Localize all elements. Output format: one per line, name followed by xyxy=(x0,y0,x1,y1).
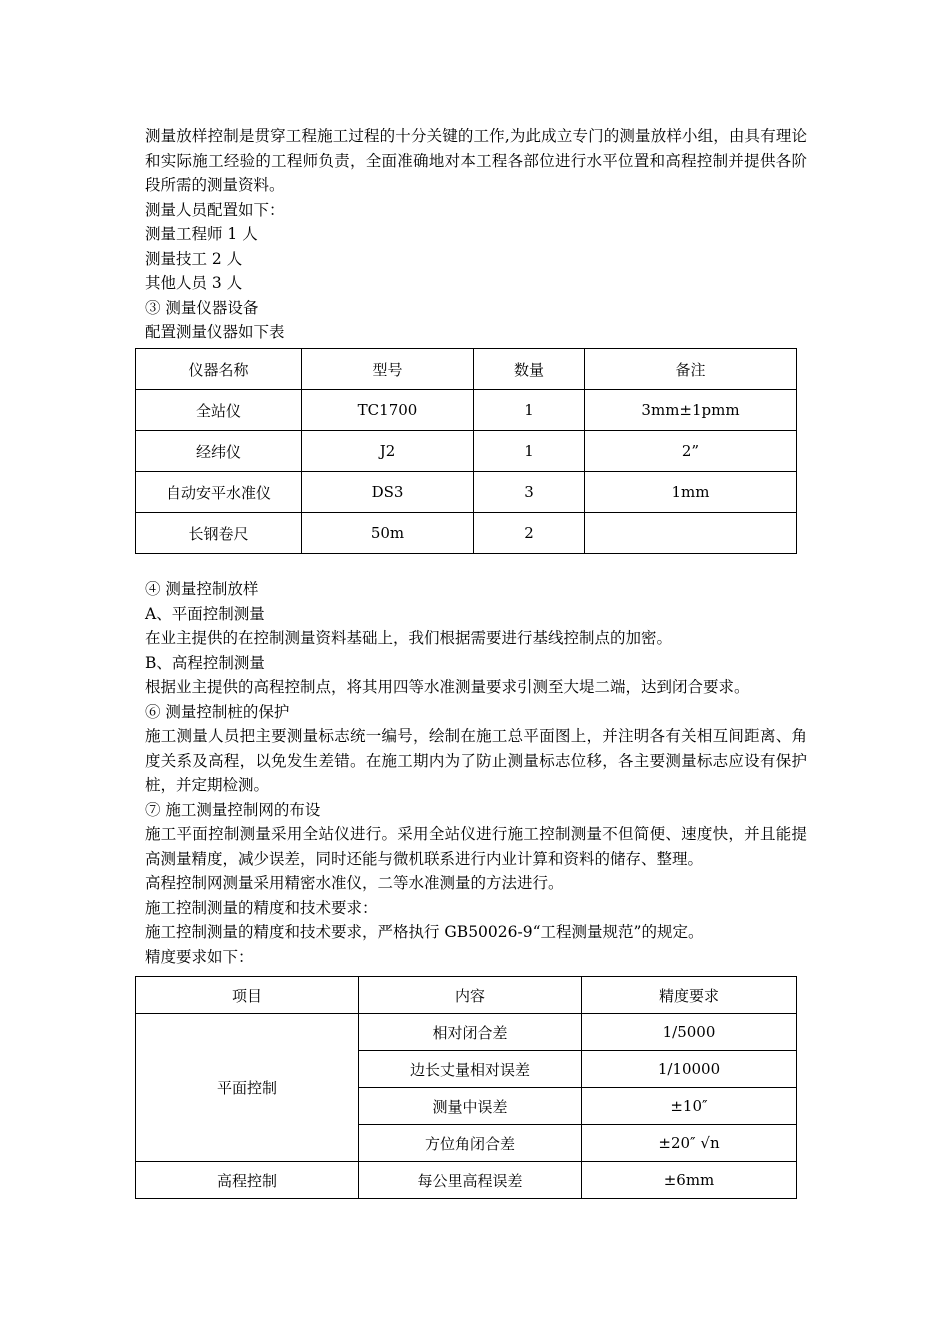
section-heading: ⑦ 施工测量控制网的布设 xyxy=(145,800,321,819)
paragraph: 施工平面控制测量采用全站仪进行。采用全站仪进行施工控制测量不但简便、速度快，并且能提高测量精度，减少误差，同时还能与微机联系进行内业计算和资料的储存、整理。 xyxy=(145,825,807,868)
precision-table xyxy=(135,976,797,1199)
table-cell: 相对闭合差 xyxy=(359,1014,582,1051)
table-cell: 1/5000 xyxy=(582,1014,797,1051)
paragraph: 施工控制测量的精度和技术要求： xyxy=(145,898,378,917)
column-header: 备注 xyxy=(585,349,797,390)
group-label: 平面控制 xyxy=(136,1014,359,1162)
table-cell: 边长丈量相对误差 xyxy=(359,1051,582,1088)
table-row xyxy=(136,472,797,513)
body-sections xyxy=(145,577,807,969)
staff-item: 测量技工 2 人 xyxy=(145,249,243,268)
column-header: 数量 xyxy=(474,349,585,390)
table-header-row xyxy=(136,349,797,390)
table-header-row xyxy=(136,977,797,1014)
table-cell: 1 xyxy=(474,390,585,431)
table-cell: 3 xyxy=(474,472,585,513)
subsection-heading: A、平面控制测量 xyxy=(145,604,265,623)
table-cell: J2 xyxy=(302,431,474,472)
table-row xyxy=(136,1014,797,1051)
column-header: 内容 xyxy=(359,977,582,1014)
table-cell: 全站仪 xyxy=(136,390,302,431)
section-heading: ④ 测量控制放样 xyxy=(145,580,259,598)
table-cell: ±6mm xyxy=(582,1162,797,1199)
paragraph: 高程控制网测量采用精密水准仪，二等水准测量的方法进行。 xyxy=(145,874,564,892)
table-cell: TC1700 xyxy=(302,390,474,431)
table-cell: 长钢卷尺 xyxy=(136,513,302,554)
column-header: 型号 xyxy=(302,349,474,390)
column-header: 仪器名称 xyxy=(136,349,302,390)
table-cell: 50m xyxy=(302,513,474,554)
table-cell: ±20″ √n xyxy=(582,1125,797,1162)
table-cell: 1mm xyxy=(585,472,797,513)
staff-heading: 测量人员配置如下： xyxy=(145,200,285,219)
staff-item: 测量工程师 1 人 xyxy=(145,225,258,243)
column-header: 精度要求 xyxy=(582,977,797,1014)
table-cell: 自动安平水准仪 xyxy=(136,472,302,513)
paragraph: 在业主提供的在控制测量资料基础上，我们根据需要进行基线控制点的加密。 xyxy=(145,629,673,647)
intro-block xyxy=(145,124,807,345)
paragraph: 施工测量人员把主要测量标志统一编号，绘制在施工总平面图上，并注明各有关相互间距离、角度关系及高程，以免发生差错。在施工期内为了防止测量标志位移，各主要测量标志应设有保护桩，并定期检测。 xyxy=(145,727,807,794)
table-cell: 3mm±1pmm xyxy=(585,390,797,431)
table-cell: DS3 xyxy=(302,472,474,513)
table-row xyxy=(136,431,797,472)
table-cell: 2” xyxy=(585,431,797,472)
table-cell: 1 xyxy=(474,431,585,472)
table-cell: ±10″ xyxy=(582,1088,797,1125)
table-cell: 测量中误差 xyxy=(359,1088,582,1125)
group-label: 高程控制 xyxy=(136,1162,359,1199)
column-header: 项目 xyxy=(136,977,359,1014)
intro-paragraph: 测量放样控制是贯穿工程施工过程的十分关键的工作,为此成立专门的测量放样小组，由具有理论和实际施工经验的工程师负责，全面准确地对本工程各部位进行水平位置和高程控制并提供各阶段所需的测量资料。 xyxy=(145,127,807,194)
paragraph: 精度要求如下： xyxy=(145,947,254,966)
section-heading: ⑥ 测量控制桩的保护 xyxy=(145,702,290,721)
paragraph: 施工控制测量的精度和技术要求，严格执行 GB50026-9“工程测量规范”的规定。 xyxy=(145,923,704,941)
staff-item: 其他人员 3 人 xyxy=(145,274,243,292)
table-row xyxy=(136,1162,797,1199)
equipment-heading: ③ 测量仪器设备 xyxy=(145,298,259,317)
table-cell: 1/10000 xyxy=(582,1051,797,1088)
paragraph: 根据业主提供的高程控制点，将其用四等水准测量要求引测至大堤二端，达到闭合要求。 xyxy=(145,678,750,696)
equipment-caption: 配置测量仪器如下表 xyxy=(145,323,285,341)
table-cell: 方位角闭合差 xyxy=(359,1125,582,1162)
table-cell xyxy=(585,513,797,554)
subsection-heading: B、高程控制测量 xyxy=(145,653,265,672)
table-cell: 经纬仪 xyxy=(136,431,302,472)
equipment-table xyxy=(135,348,797,554)
table-cell: 每公里高程误差 xyxy=(359,1162,582,1199)
table-row xyxy=(136,390,797,431)
table-cell: 2 xyxy=(474,513,585,554)
table-row xyxy=(136,513,797,554)
